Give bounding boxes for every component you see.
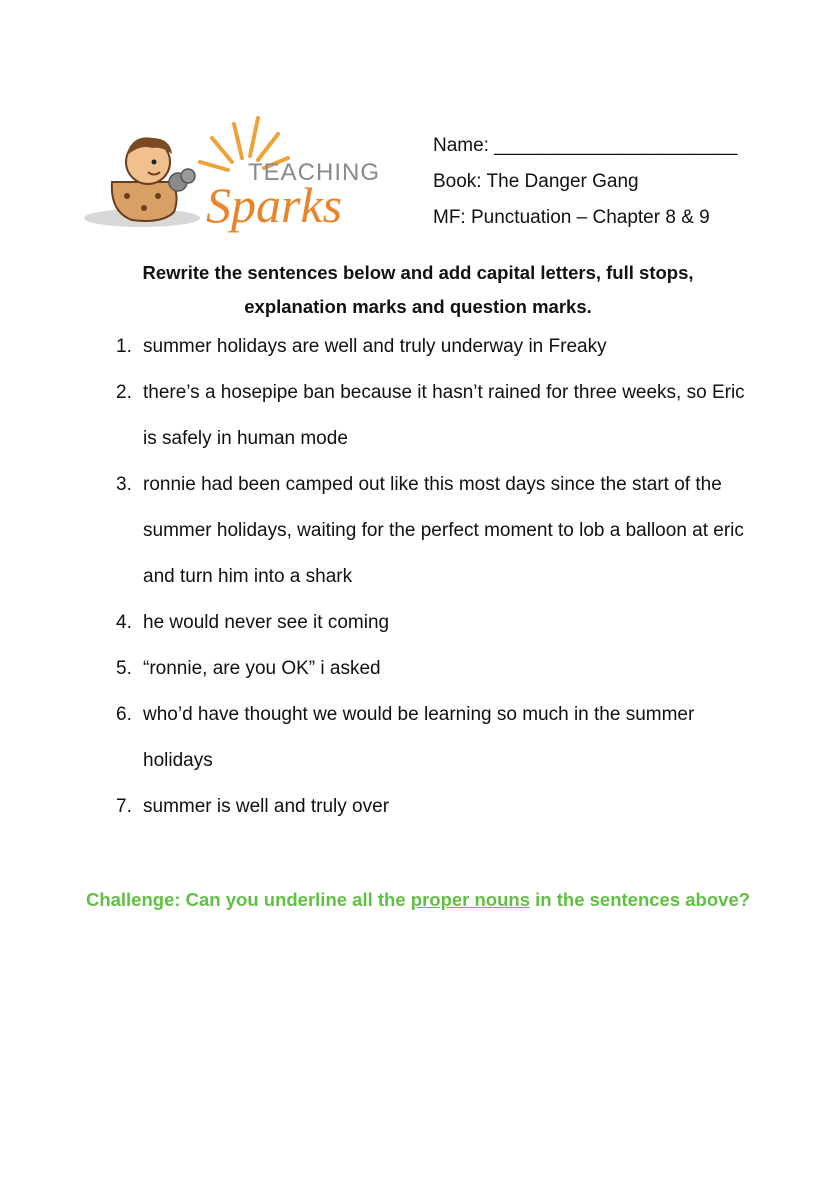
item-text: ronnie had been camped out like this most days since the start of the summer holidays, waiting for the perfect moment to lob a balloon at eric and turn him into a shark (143, 474, 744, 587)
list-item (116, 692, 756, 784)
challenge-underlined: proper nouns (410, 889, 531, 910)
logo-text-sparks: Sparks (206, 177, 343, 233)
sentence-list (116, 324, 756, 830)
item-text: he would never see it coming (143, 612, 390, 633)
list-item (116, 370, 756, 462)
item-number: 2. (116, 382, 132, 403)
item-text: summer holidays are well and truly underway in Freaky (143, 336, 607, 357)
header-fields (433, 128, 737, 236)
instructions-line-1: Rewrite the sentences below and add capital letters, full stops, (142, 262, 694, 283)
list-item (116, 462, 756, 600)
item-text: “ronnie, are you OK” i asked (143, 658, 381, 679)
item-number: 1. (116, 336, 132, 357)
topic-line: MF: Punctuation – Chapter 8 & 9 (433, 207, 710, 228)
challenge-after: in the sentences above? (530, 889, 751, 910)
teaching-sparks-logo (82, 112, 392, 242)
item-text: summer is well and truly over (143, 796, 390, 817)
name-field: Name: _______________________ (433, 135, 738, 156)
item-number: 5. (116, 658, 132, 679)
item-text: there’s a hosepipe ban because it hasn’t rained for three weeks, so Eric is safely in human mode (143, 382, 745, 449)
item-number: 7. (116, 796, 132, 817)
logo-text-teaching: TEACHING (248, 159, 381, 186)
logo-graphic (82, 112, 392, 242)
list-item (116, 600, 756, 646)
item-number: 6. (116, 704, 132, 725)
item-number: 3. (116, 474, 132, 495)
book-title: Book: The Danger Gang (433, 171, 639, 192)
list-item (116, 324, 756, 370)
item-text: who’d have thought we would be learning so much in the summer holidays (143, 704, 695, 771)
challenge-text (0, 877, 836, 923)
list-item (116, 784, 756, 830)
list-item (116, 646, 756, 692)
challenge-before: Challenge: Can you underline all the (85, 889, 411, 910)
instructions-line-2: explanation marks and question marks. (244, 296, 592, 317)
item-number: 4. (116, 612, 132, 633)
instructions (0, 256, 836, 324)
